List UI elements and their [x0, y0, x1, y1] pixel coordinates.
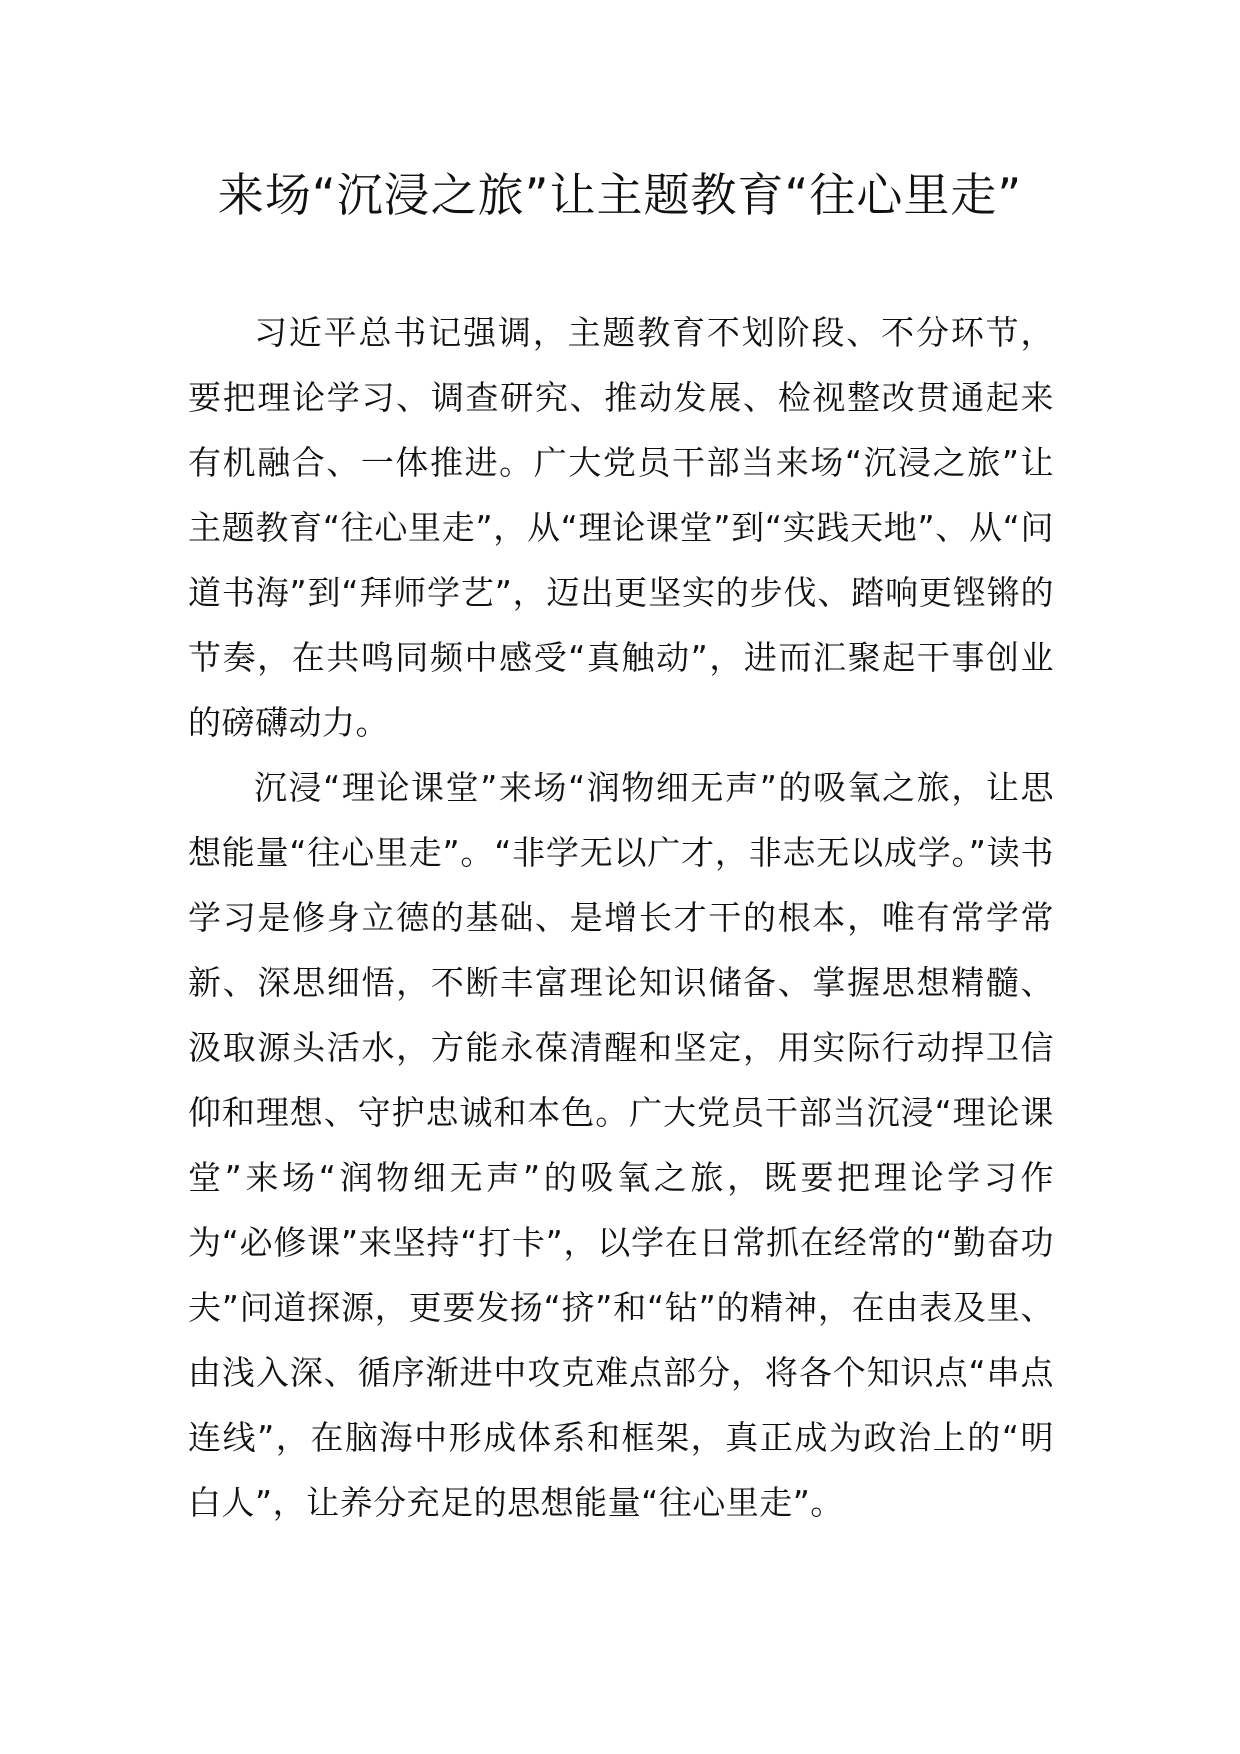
- document-body: [188, 300, 1054, 1535]
- document-title: 来场“沉浸之旅”让主题教育“往心里走”: [217, 168, 1023, 222]
- paragraph-2: 沉浸“理论课堂”来场“润物细无声”的吸氧之旅，让思想能量“往心里走”。“非学无以广才，非志无以成学。”读书学习是修身立德的基础、是增长才干的根本，唯有常学常新、深思细悟，不断丰富理论知识储备、掌握思想精髓、汲取源头活水，方能永葆清醒和坚定，用实际行动捍卫信仰和理想、守护忠诚和本色。广大党员干部当沉浸“理论课堂”来场“润物细无声”的吸氧之旅，既要把理论学习作为“必修课”来坚持“打卡”，以学在日常抓在经常的“勤奋功夫”问道探源，更要发扬“挤”和“钻”的精神，在由表及里、由浅入深、循序渐进中攻克难点部分，将各个知识点“串点连线”，在脑海中形成体系和框架，真正成为政治上的“明白人”，让养分充足的思想能量“往心里走”。: [188, 768, 1054, 1522]
- paragraph-1: 习近平总书记强调，主题教育不划阶段、不分环节，要把理论学习、调查研究、推动发展、检视整改贯通起来有机融合、一体推进。广大党员干部当来场“沉浸之旅”让主题教育“往心里走”，从“理论课堂”到“实践天地”、从“问道书海”到“拜师学艺”，迈出更坚实的步伐、踏响更铿锵的节奏，在共鸣同频中感受“真触动”，进而汇聚起干事创业的磅礴动力。: [188, 313, 1054, 742]
